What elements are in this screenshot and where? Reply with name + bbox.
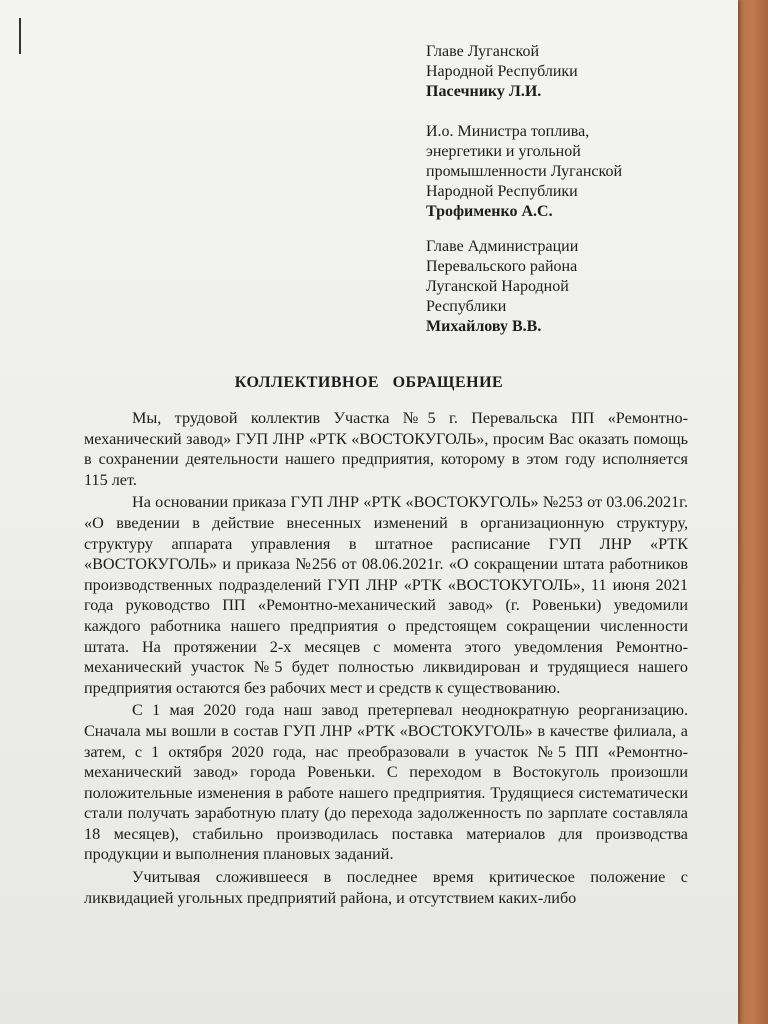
addressee-line: Луганской Народной — [426, 278, 569, 295]
addressee-name: Трофименко А.С. — [426, 203, 553, 220]
body-paragraph: На основании приказа ГУП ЛНР «РТК «ВОСТОКУГОЛЬ» №253 от 03.06.2021г. «О введении в действие внесенных изменений в организационную структуру, структуру аппарата управления в штатное расписание ГУП ЛНР «РТК «ВОСТОКУГОЛЬ» и приказа №256 от 08.06.2021г. «О сокращении штата работников производственных подразделений ГУП ЛНР «РТК «ВОСТОКУГОЛЬ», 11 июня 2021 года руководство ПП «Ремонтно-механический завод» (г. Ровеньки) уведомили каждого работника нашего предприятия о предстоящем сокращении численности штата. На протяжении 2-х месяцев с момента этого уведомления Ремонтно-механический участок №5 будет полностью ликвидирован и трудящиеся нашего предприятия остаются без рабочих мест и средств к существованию. — [84, 493, 688, 697]
document-title: КОЛЛЕКТИВНОЕ ОБРАЩЕНИЕ — [234, 374, 504, 391]
addressee-line: Народной Республики — [426, 63, 578, 80]
addressee-line: Республики — [426, 298, 507, 315]
addressee-name: Пасечнику Л.И. — [426, 83, 542, 100]
addressee-line: Главе Луганской — [426, 43, 539, 60]
body-paragraph: Учитывая сложившееся в последнее время критическое положение с ликвидацией угольных предприятий района, и отсутствием каких-либо — [84, 868, 688, 907]
addressee-line: Перевальского района — [426, 258, 578, 275]
addressee-block — [426, 122, 622, 222]
addressee-line: Главе Администрации — [426, 238, 579, 255]
addressee-name: Михайлову В.В. — [426, 318, 542, 335]
body-paragraph: Мы, трудовой коллектив Участка №5 г. Перевальска ПП «Ремонтно-механический завод» ГУП ЛНР «РТК «ВОСТОКУГОЛЬ», просим Вас оказать помощь в сохранении деятельности нашего предприятия, которому в этом году исполняется 115 лет. — [84, 409, 688, 489]
addressee-line: Народной Республики — [426, 183, 578, 200]
addressee-line: энергетики и угольной — [426, 143, 581, 160]
addressee-line: промышленности Луганской — [426, 163, 623, 180]
addressee-block — [426, 42, 578, 102]
addressee-block — [426, 237, 578, 337]
binder-mark — [19, 18, 21, 54]
addressee-line: И.о. Министра топлива, — [426, 123, 590, 140]
document-body — [84, 408, 688, 910]
body-paragraph: С 1 мая 2020 года наш завод претерпевал неоднократную реорганизацию. Сначала мы вошли в состав ГУП ЛНР «РТК «ВОСТОКУГОЛЬ» в качестве филиала, а затем, с 1 октября 2020 года, нас преобразовали в участок №5 ПП «Ремонтно-механический завод» города Ровеньки. С переходом в Востокуголь произошли положительные изменения в работе нашего предприятия. Трудящиеся систематически стали получать заработную плату (до перехода задолженность по зарплате составляла 18 месяцев), стабильно производилась поставка материалов для производства продукции и выполнения плановых заданий. — [84, 701, 688, 864]
